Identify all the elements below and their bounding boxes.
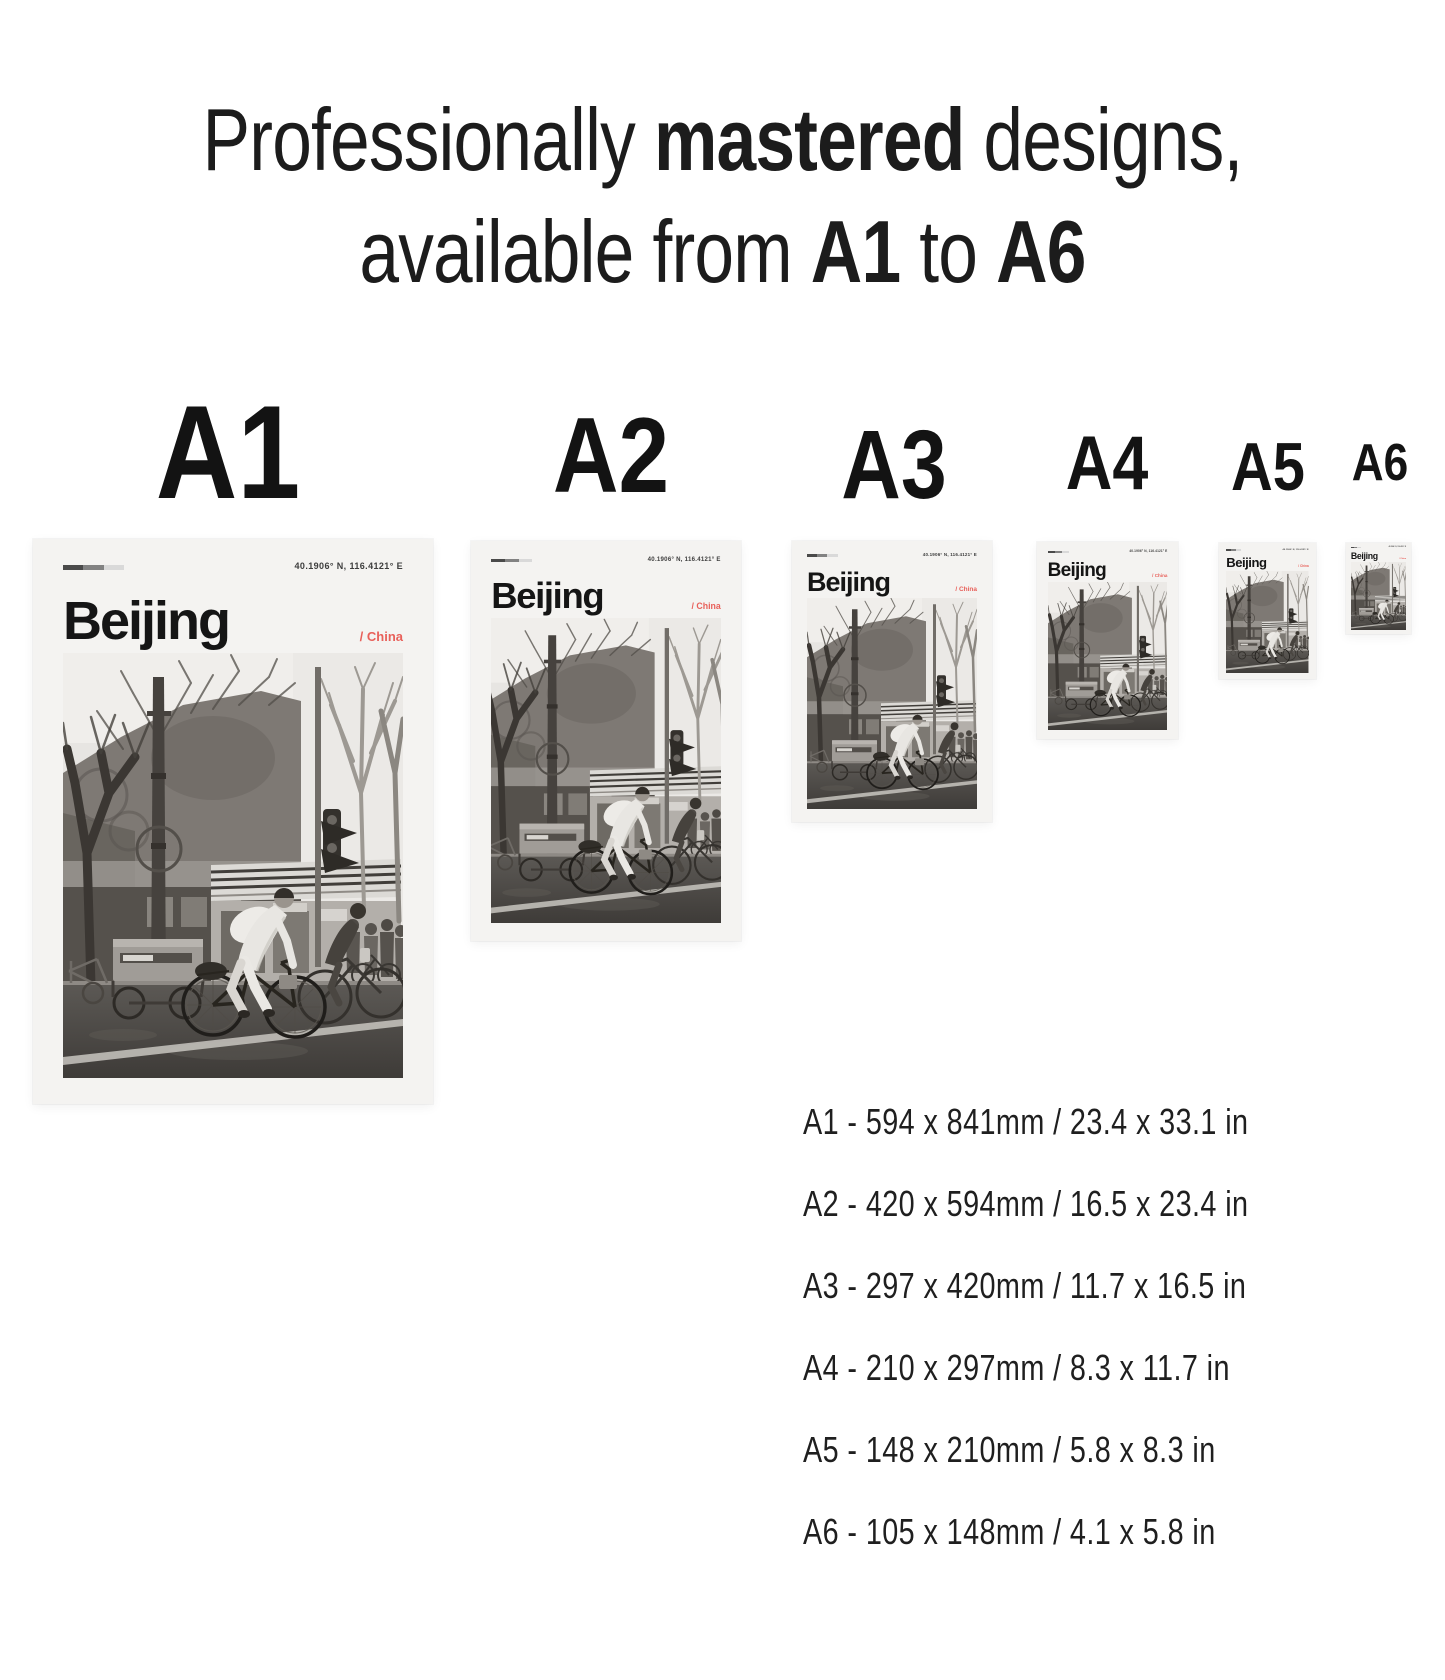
- size-spec-a3: A3 - 297 x 420mm / 11.7 x 16.5 in: [803, 1265, 1247, 1306]
- grayscale-bar: [807, 554, 838, 557]
- size-label-a4: A4: [1065, 421, 1149, 506]
- poster-photo: [63, 653, 403, 1078]
- title-bold-a6: A6: [996, 202, 1086, 301]
- grayscale-bar: [1226, 549, 1241, 550]
- poster-country-tag: / China: [955, 585, 977, 593]
- poster-coordinates: 40.1906° N, 116.4121° E: [647, 556, 721, 563]
- poster-photo: [491, 618, 721, 924]
- poster-city-title: Beijing: [1226, 555, 1267, 571]
- size-spec-list: [803, 1081, 1248, 1573]
- poster-photo: [1226, 571, 1308, 673]
- size-spec-a2: A2 - 420 x 594mm / 16.5 x 23.4 in: [803, 1183, 1249, 1224]
- poster-city-title: Beijing: [491, 575, 604, 617]
- title-line-2: [137, 196, 1307, 308]
- poster-city-title: Beijing: [1047, 560, 1107, 582]
- poster-coordinates: 40.1906° N, 116.4121° E: [922, 551, 977, 557]
- poster-country-tag: / China: [1298, 564, 1309, 569]
- poster-photo: [1048, 582, 1168, 730]
- grayscale-bar: [1048, 551, 1070, 553]
- size-label-a3: A3: [841, 410, 947, 519]
- title-bold-mastered: mastered: [653, 90, 965, 189]
- size-label-a1: A1: [155, 379, 301, 527]
- poster-a6: [1346, 543, 1411, 634]
- poster-a2: [471, 541, 741, 941]
- poster-photo: [1351, 562, 1406, 630]
- title-text: to: [900, 202, 997, 301]
- poster-country-tag: / China: [691, 601, 721, 612]
- poster-coordinates: 40.1906° N, 116.4121° E: [294, 561, 403, 571]
- poster-city-title: Beijing: [1350, 550, 1378, 561]
- poster-country-tag: / China: [359, 629, 403, 644]
- poster-a5: [1219, 543, 1316, 679]
- grayscale-bar: [63, 565, 124, 570]
- poster-country-tag: / China: [1399, 557, 1407, 560]
- size-spec-a1: A1 - 594 x 841mm / 23.4 x 33.1 in: [803, 1101, 1249, 1142]
- size-label-a5: A5: [1231, 429, 1305, 505]
- poster-coordinates: 40.1906° N, 116.4121° E: [1282, 548, 1309, 551]
- poster-a1: [33, 539, 433, 1104]
- poster-coordinates: 40.1906° N, 116.4121° E: [1129, 549, 1168, 554]
- title-text: Professionally: [202, 90, 654, 189]
- size-spec-a6: A6 - 105 x 148mm / 4.1 x 5.8 in: [803, 1511, 1216, 1552]
- page-title: [137, 84, 1307, 308]
- poster-a3: [792, 541, 992, 822]
- size-label-a2: A2: [552, 395, 670, 515]
- title-line-1: [137, 84, 1307, 196]
- title-text: available from: [359, 202, 811, 301]
- title-text: designs,: [964, 90, 1243, 189]
- title-bold-a1: A1: [810, 202, 901, 301]
- poster-a4: [1037, 542, 1178, 739]
- poster-city-title: Beijing: [63, 591, 230, 651]
- poster-country-tag: / China: [1152, 573, 1168, 579]
- poster-city-title: Beijing: [807, 566, 891, 597]
- grayscale-bar: [491, 559, 532, 562]
- poster-photo: [807, 598, 977, 809]
- size-spec-a5: A5 - 148 x 210mm / 5.8 x 8.3 in: [803, 1429, 1216, 1470]
- size-label-a6: A6: [1351, 434, 1409, 492]
- grayscale-bar: [1351, 547, 1361, 548]
- poster-coordinates: 40.1906° N, 116.4121° E: [1388, 546, 1407, 548]
- size-spec-a4: A4 - 210 x 297mm / 8.3 x 11.7 in: [803, 1347, 1230, 1388]
